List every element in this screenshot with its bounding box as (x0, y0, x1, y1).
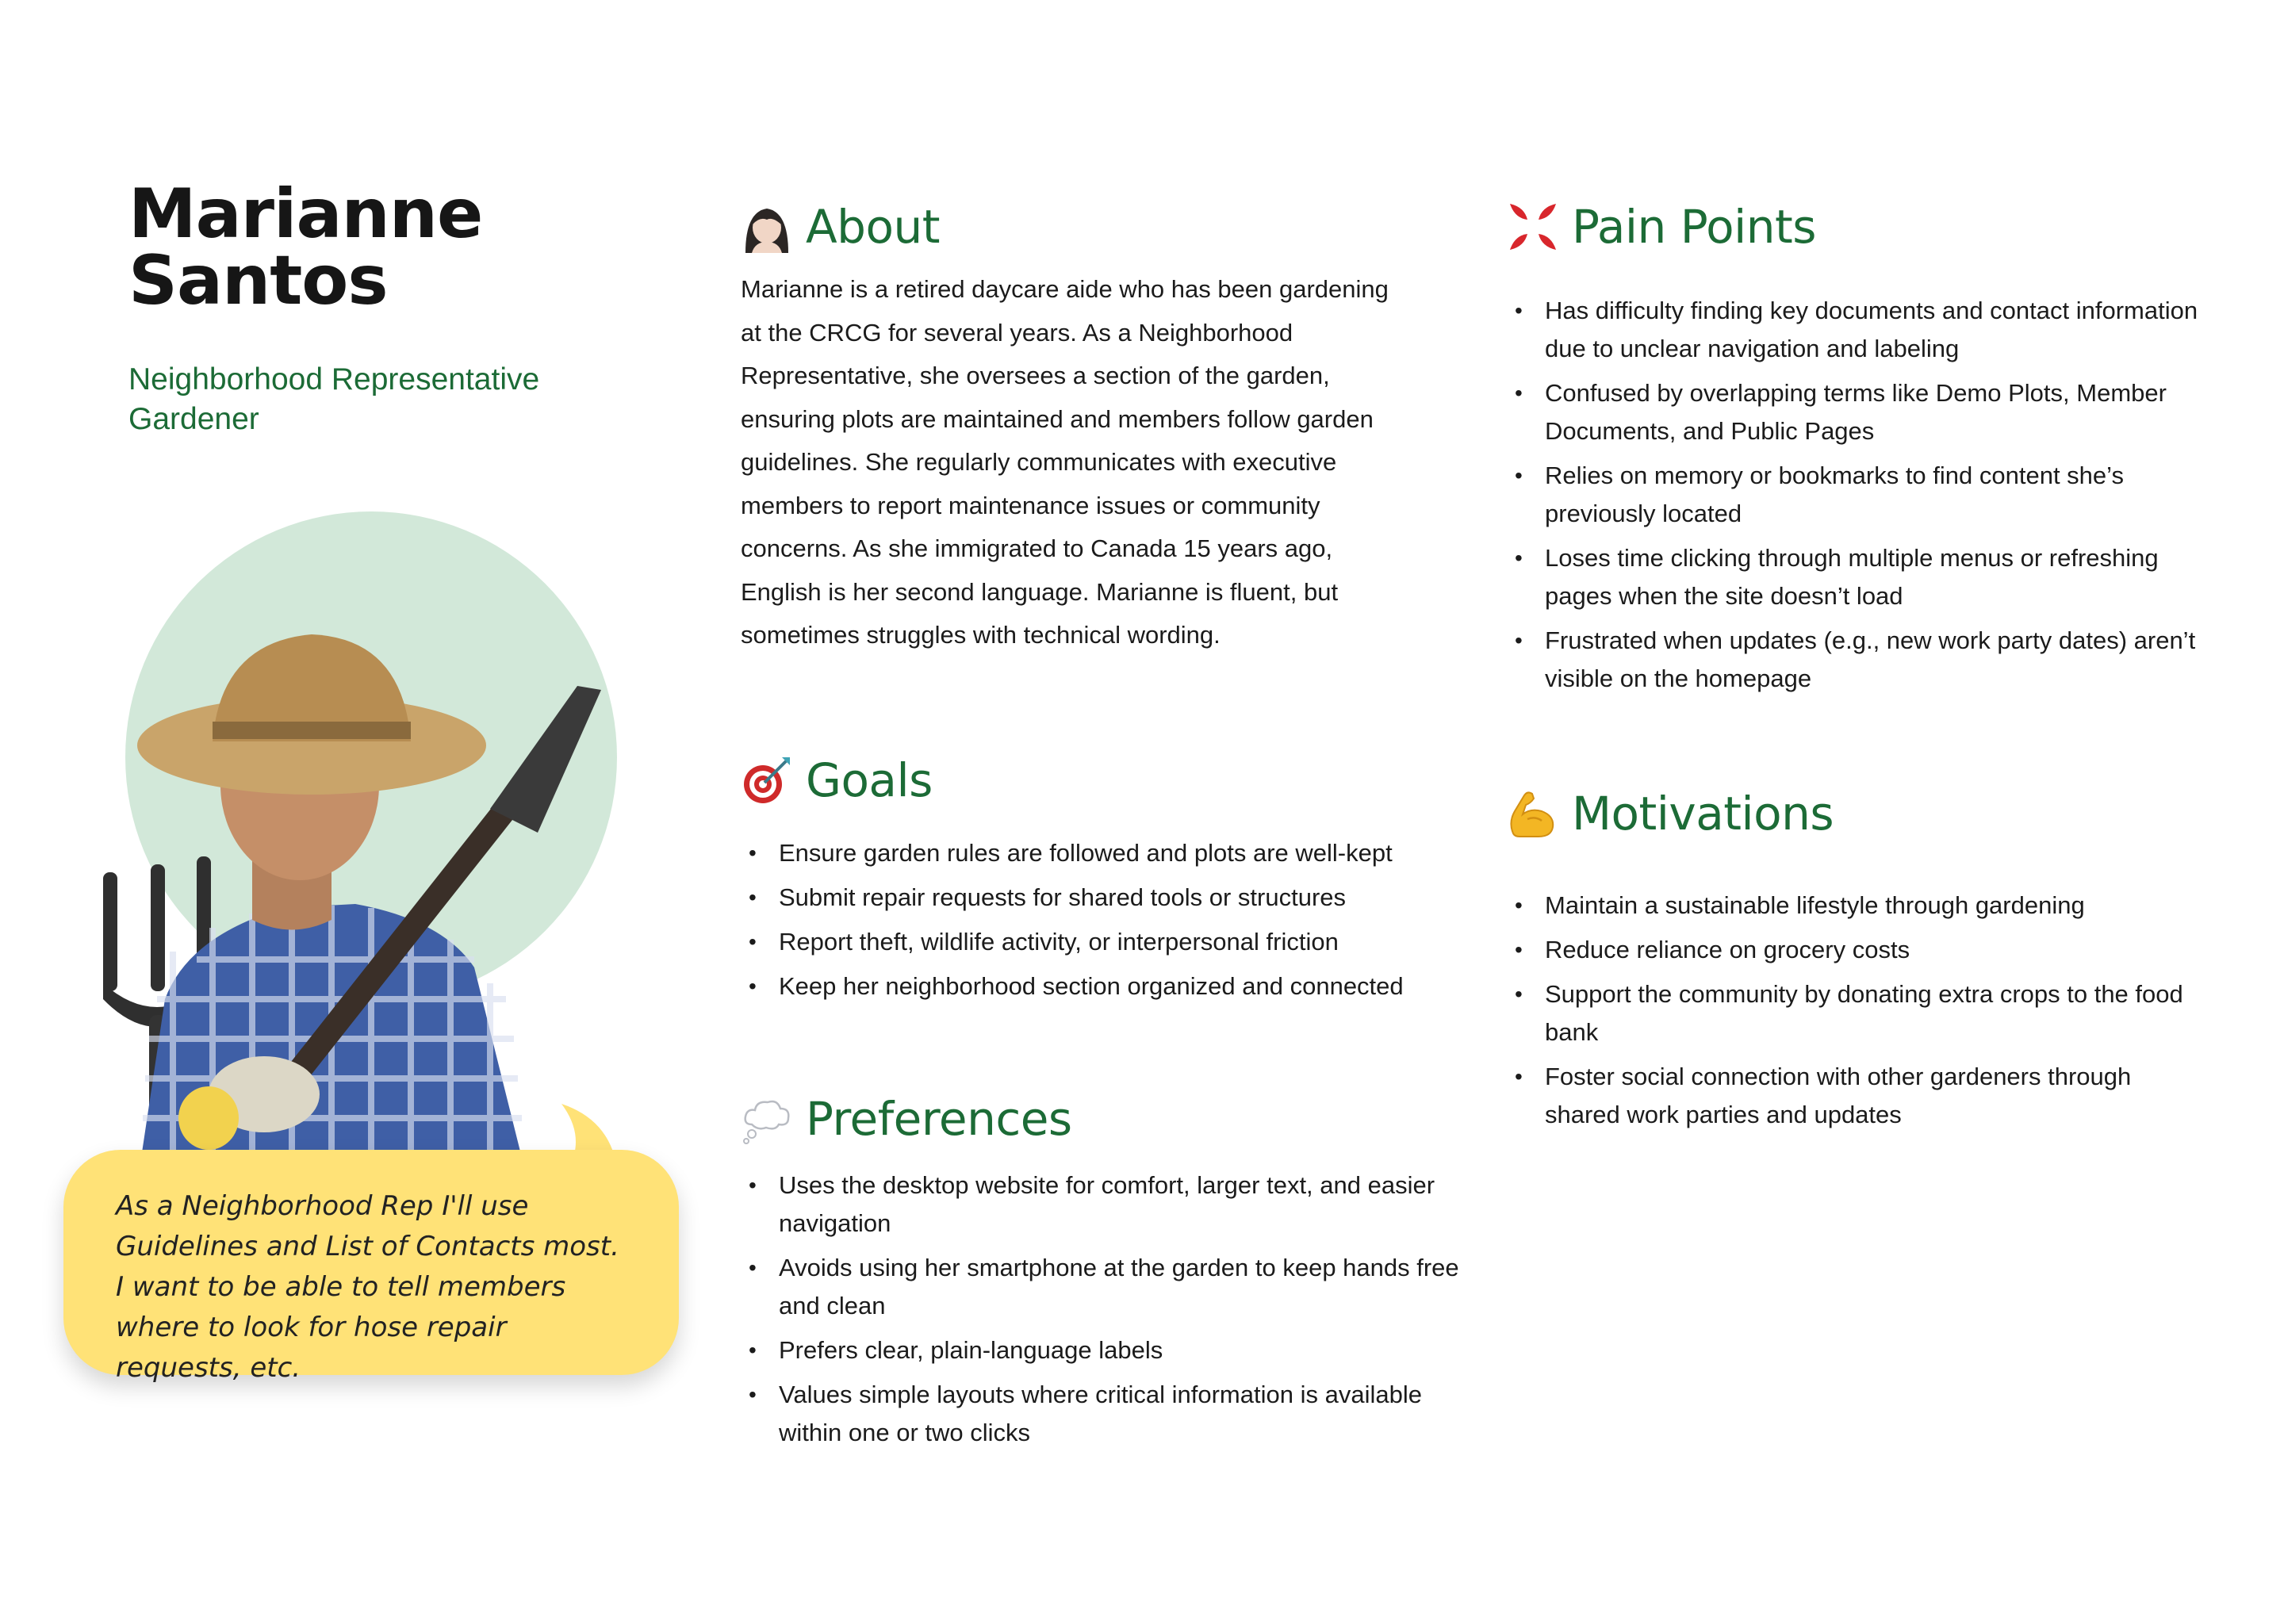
pain-points-list (1507, 292, 2221, 698)
list-item: • Loses time clicking through multiple menus or refreshing pages when the site doesn’t load (1507, 539, 2221, 615)
flexed-biceps-icon (1507, 787, 1559, 840)
persona-portrait (94, 508, 617, 1158)
preferences-section (741, 1089, 1470, 1458)
motivations-section (1507, 783, 2205, 1140)
list-item: • Prefers clear, plain-language labels (741, 1331, 1470, 1369)
anger-icon (1507, 201, 1559, 253)
list-item: • Values simple layouts where critical information is available within one or two clicks (741, 1376, 1470, 1452)
list-item: • Uses the desktop website for comfort, larger text, and easier navigation (741, 1166, 1470, 1243)
list-item: • Frustrated when updates (e.g., new work party dates) aren’t visible on the homepage (1507, 622, 2221, 698)
list-item: • Relies on memory or bookmarks to find content she’s previously located (1507, 457, 2221, 533)
about-title: About (806, 200, 940, 254)
motivations-list (1507, 887, 2205, 1134)
about-text: Marianne is a retired daycare aide who has been gardening at the CRCG for several years. As a Neighborhood Representative, she oversees a section of the garden, ensuring plots are maintained and members follow garden guidelines. She regularly communicates with executive members to report maintenance issues or community concerns. As she immigrated to Canada 15 years ago, English is her second language. Marianne is fluent, but sometimes struggles with technical wording. (741, 275, 1389, 649)
persona-quote-bubble (63, 1150, 679, 1384)
list-item: • Reduce reliance on grocery costs (1507, 931, 2205, 969)
motivations-title: Motivations (1572, 787, 1834, 841)
persona-name: Marianne Santos (128, 174, 483, 320)
persona-role: Neighborhood Representative Gardener (128, 362, 540, 436)
list-item: • Has difficulty finding key documents and contact information due to unclear navigation and labeling (1507, 292, 2221, 368)
thought-bubble-icon (741, 1093, 793, 1145)
list-item: • Submit repair requests for shared tools or structures (741, 879, 1454, 917)
goals-title: Goals (806, 753, 933, 807)
preferences-title: Preferences (806, 1092, 1072, 1146)
pain-points-title: Pain Points (1572, 200, 1816, 254)
persona-quote: As a Neighborhood Rep I'll use Guidelines and List of Contacts most. I want to be able to tell members where to look for hose repair requests, etc. (116, 1190, 619, 1384)
target-icon (741, 754, 793, 806)
goals-section (741, 750, 1454, 1012)
list-item: • Confused by overlapping terms like Demo Plots, Member Documents, and Public Pages (1507, 374, 2221, 450)
list-item: • Maintain a sustainable lifestyle through gardening (1507, 887, 2205, 925)
list-item: • Avoids using her smartphone at the garden to keep hands free and clean (741, 1249, 1470, 1325)
list-item: • Ensure garden rules are followed and plots are well-kept (741, 834, 1454, 872)
list-item: • Support the community by donating extra crops to the food bank (1507, 975, 2205, 1051)
preferences-list (741, 1166, 1470, 1452)
list-item: • Report theft, wildlife activity, or interpersonal friction (741, 923, 1454, 961)
list-item: • Keep her neighborhood section organized and connected (741, 967, 1454, 1005)
pain-points-section (1507, 197, 2221, 704)
about-section (741, 197, 1415, 657)
list-item: • Foster social connection with other gardeners through shared work parties and updates (1507, 1058, 2205, 1134)
woman-icon (741, 201, 793, 253)
goals-list (741, 834, 1454, 1005)
